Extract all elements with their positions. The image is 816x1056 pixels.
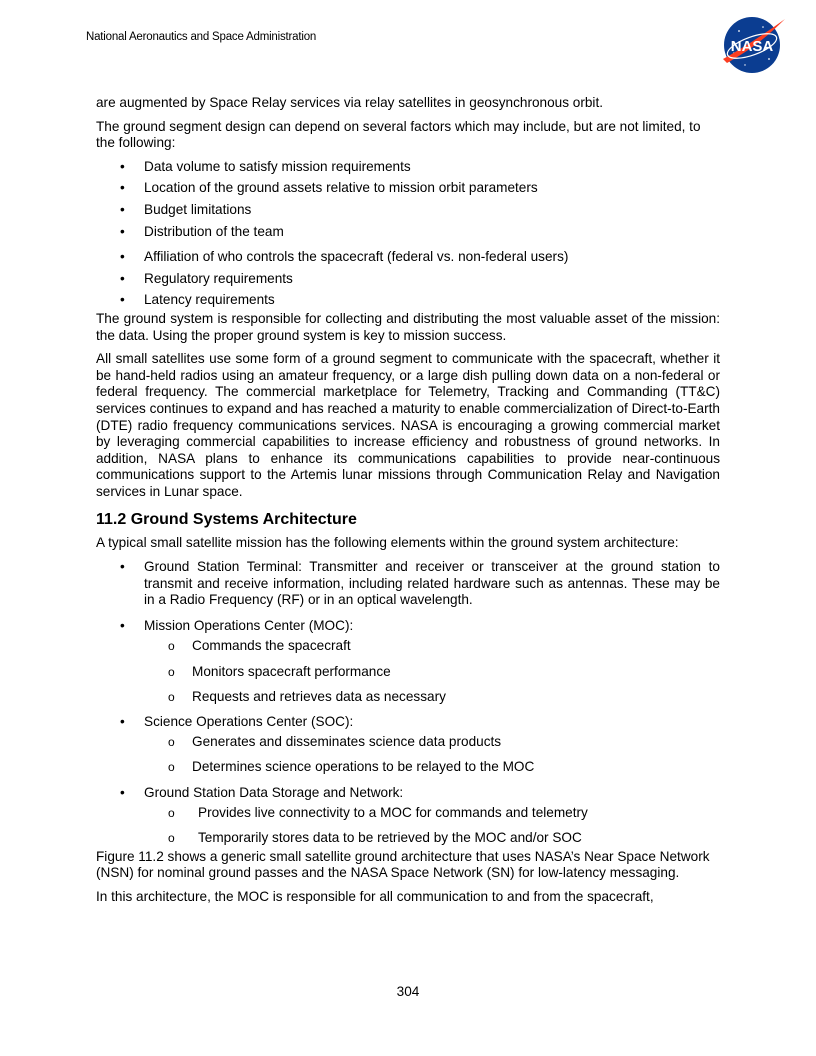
list-item-moc [96,618,720,705]
page-content [96,95,720,913]
list-item: • Distribution of the team [96,224,720,241]
intro-paragraph: are augmented by Space Relay services via relay satellites in geosynchronous orbit. [96,95,604,110]
list-item-soc [96,714,720,776]
responsible-paragraph: The ground system is responsible for collecting and distributing the most valuable asset of the mission: the data. Using the proper ground system is key to mission success. [96,310,720,343]
list-item: o Provides live connectivity to a MOC for commands and telemetry [144,805,720,822]
list-item: o Requests and retrieves data as necessary [144,689,720,706]
elements-list [96,559,720,847]
nasa-logo [719,13,787,75]
page-number: 304 [396,984,420,999]
soc-sublist [144,734,720,776]
list-item-data-storage [96,785,720,847]
list-item: • Affiliation of who controls the spacecraft (federal vs. non-federal users) [96,249,720,266]
svg-text:NASA: NASA [730,38,774,55]
list-item: • Latency requirements [96,292,720,309]
list-item: • Location of the ground assets relative to mission orbit parameters [96,180,720,197]
factors-list [96,159,720,309]
list-item: • Budget limitations [96,202,720,219]
architecture-paragraph: In this architecture, the MOC is responsible for all communication to and from the spacecraft, [96,888,654,904]
list-item: • Regulatory requirements [96,271,720,288]
header-org-name: National Aeronautics and Space Administration [86,31,317,43]
factors-paragraph: The ground segment design can depend on several factors which may include, but are not limited, to the following: [96,118,701,151]
figure-paragraph: Figure 11.2 shows a generic small satellite ground architecture that uses NASA’s Near Space Network (NSN) for nominal ground passes and the NASA Space Network (SN) for low-latency messaging. [96,848,710,881]
list-item: o Generates and disseminates science data products [144,734,720,751]
moc-label: Mission Operations Center (MOC): [144,617,354,633]
soc-label: Science Operations Center (SOC): [144,713,354,729]
list-item-ground-station-terminal: • Ground Station Terminal: Transmitter and receiver or transceiver at the ground station to transmit and receive information, including related hardware such as antennas. These may be in a Radio Frequency (RF) or in an optical wavelength. [96,559,720,609]
list-item: o Temporarily stores data to be retrieved by the MOC and/or SOC [144,830,720,847]
small-satellites-paragraph: All small satellites use some form of a ground segment to communicate with the spacecraft, whether it be hand-held radios using an amateur frequency, or a large dish pulling down data on a non-federal or federal frequency. The commercial marketplace for Telemetry, Tracking and Commanding (TT&C) services continues to expand and has reached a maturity to enable commercialization of Direct-to-Earth (DTE) radio frequency communications services. NASA is encouraging a growing commercial market by leveraging commercial capabilities to increase efficiency and robustness of ground networks. In addition, NASA plans to enhance its communications capabilities to provide near-continuous communications support to the Artemis lunar missions through Communication Relay and Navigation services in Lunar space. [96,351,720,499]
list-item: o Monitors spacecraft performance [144,664,720,681]
section-heading: 11.2 Ground Systems Architecture [96,511,357,529]
list-item: o Determines science operations to be relayed to the MOC [144,759,720,776]
list-item: o Commands the spacecraft [144,638,720,655]
typical-paragraph: A typical small satellite mission has the following elements within the ground system architecture: [96,535,679,551]
moc-sublist [144,638,720,705]
data-storage-sublist [144,805,720,847]
data-storage-label: Ground Station Data Storage and Network: [144,784,404,800]
list-item: • Data volume to satisfy mission requirements [96,159,720,176]
